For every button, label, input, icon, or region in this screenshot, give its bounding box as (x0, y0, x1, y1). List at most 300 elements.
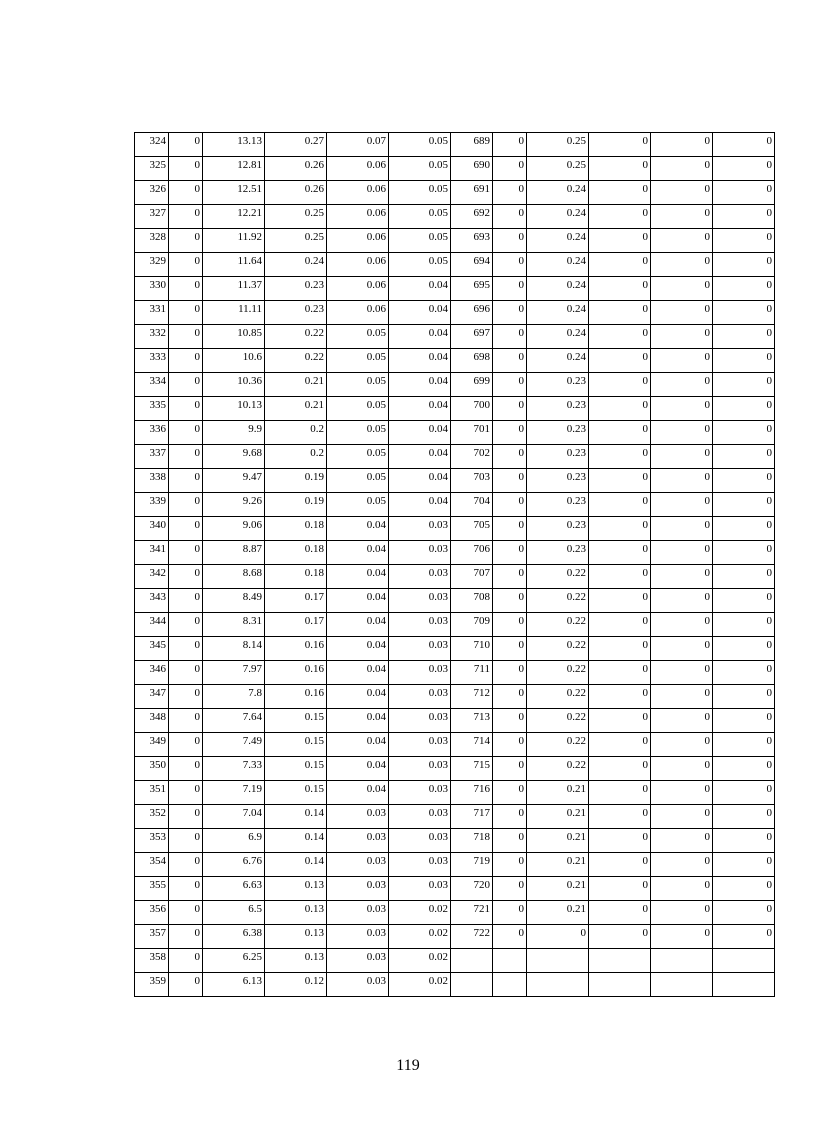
table-cell: 0.24 (265, 253, 327, 277)
table-cell: 0 (589, 805, 651, 829)
table-cell: 13.13 (203, 133, 265, 157)
table-cell: 6.5 (203, 901, 265, 925)
table-cell: 0 (713, 397, 775, 421)
table-cell: 717 (451, 805, 493, 829)
table-cell: 0 (651, 181, 713, 205)
table-cell: 0 (713, 805, 775, 829)
table-cell: 0 (169, 421, 203, 445)
table-cell: 0.04 (327, 757, 389, 781)
table-cell: 9.9 (203, 421, 265, 445)
table-cell: 0 (169, 229, 203, 253)
table-cell: 0.02 (389, 973, 451, 997)
table-cell: 0 (651, 469, 713, 493)
table-cell: 0 (651, 157, 713, 181)
table-row (135, 517, 775, 541)
table-row (135, 613, 775, 637)
table-cell: 12.81 (203, 157, 265, 181)
table-cell: 0 (169, 637, 203, 661)
table-cell: 329 (135, 253, 169, 277)
table-cell: 338 (135, 469, 169, 493)
table-cell: 350 (135, 757, 169, 781)
table-cell: 0.03 (327, 949, 389, 973)
table-cell: 336 (135, 421, 169, 445)
table-cell: 0 (169, 469, 203, 493)
table-cell: 0.25 (527, 133, 589, 157)
table-cell: 708 (451, 589, 493, 613)
table-cell: 0 (713, 589, 775, 613)
table-cell: 0.22 (527, 757, 589, 781)
table-cell: 0.25 (265, 205, 327, 229)
table-cell: 0.24 (527, 277, 589, 301)
table-cell: 0 (713, 253, 775, 277)
table-cell: 353 (135, 829, 169, 853)
table-cell: 0 (713, 373, 775, 397)
table-cell: 12.21 (203, 205, 265, 229)
table-cell: 0.18 (265, 517, 327, 541)
table-cell: 0 (651, 805, 713, 829)
table-cell: 715 (451, 757, 493, 781)
table-cell (493, 973, 527, 997)
table-cell: 0 (169, 301, 203, 325)
table-cell: 697 (451, 325, 493, 349)
table-cell: 0 (589, 613, 651, 637)
table-cell: 0.23 (527, 421, 589, 445)
table-cell: 0.05 (389, 229, 451, 253)
table-cell: 0 (493, 613, 527, 637)
table-cell: 0 (713, 469, 775, 493)
table-row (135, 973, 775, 997)
table-cell: 0 (527, 925, 589, 949)
table-cell: 0.04 (327, 781, 389, 805)
table-cell: 343 (135, 589, 169, 613)
table-cell: 341 (135, 541, 169, 565)
table-cell: 0.04 (389, 325, 451, 349)
table-cell: 0.21 (527, 853, 589, 877)
table-cell: 696 (451, 301, 493, 325)
table-cell: 0.04 (327, 541, 389, 565)
table-cell: 0.24 (527, 301, 589, 325)
table-cell: 695 (451, 277, 493, 301)
table-cell: 6.9 (203, 829, 265, 853)
table-cell: 702 (451, 445, 493, 469)
table-cell: 0 (493, 757, 527, 781)
table-cell: 0.15 (265, 733, 327, 757)
table-cell: 0 (169, 973, 203, 997)
table-row (135, 565, 775, 589)
table-cell: 0 (169, 157, 203, 181)
table-cell: 0 (713, 421, 775, 445)
table-cell: 0 (651, 781, 713, 805)
table-cell: 0 (589, 349, 651, 373)
table-cell: 0.05 (389, 157, 451, 181)
table-cell: 0.14 (265, 853, 327, 877)
table-cell (589, 973, 651, 997)
table-cell: 0.06 (327, 253, 389, 277)
table-cell: 0 (651, 757, 713, 781)
table-cell: 710 (451, 637, 493, 661)
table-cell: 0.03 (327, 973, 389, 997)
table-cell: 0.2 (265, 445, 327, 469)
table-cell: 0.03 (389, 541, 451, 565)
table-cell: 0 (589, 325, 651, 349)
table-cell: 0.19 (265, 493, 327, 517)
table-cell: 330 (135, 277, 169, 301)
table-cell: 0 (169, 805, 203, 829)
table-cell: 719 (451, 853, 493, 877)
table-cell: 0 (713, 877, 775, 901)
table-cell: 0.17 (265, 589, 327, 613)
table-cell: 0.03 (389, 637, 451, 661)
table-cell: 0 (589, 229, 651, 253)
table-cell: 9.47 (203, 469, 265, 493)
table-cell: 0.24 (527, 253, 589, 277)
table-cell: 0.22 (527, 613, 589, 637)
table-cell: 0 (493, 205, 527, 229)
table-cell: 0 (493, 829, 527, 853)
table-cell: 0.02 (389, 925, 451, 949)
table-cell: 359 (135, 973, 169, 997)
table-cell: 0 (169, 493, 203, 517)
table-cell: 0 (493, 541, 527, 565)
table-cell: 0.18 (265, 565, 327, 589)
table-row (135, 781, 775, 805)
table-cell: 690 (451, 157, 493, 181)
table-cell: 0 (493, 901, 527, 925)
table-cell: 0 (713, 181, 775, 205)
table-cell: 0.03 (389, 565, 451, 589)
table-cell: 0 (169, 373, 203, 397)
table-cell: 0 (713, 445, 775, 469)
table-cell: 0.04 (327, 517, 389, 541)
table-cell: 8.31 (203, 613, 265, 637)
table-cell: 0 (651, 445, 713, 469)
table-cell: 0.23 (527, 541, 589, 565)
table-cell: 0.21 (265, 397, 327, 421)
table-cell: 0 (493, 445, 527, 469)
table-cell: 11.92 (203, 229, 265, 253)
table-cell: 0 (651, 733, 713, 757)
table-cell: 0 (493, 157, 527, 181)
table-row (135, 805, 775, 829)
table-cell: 0.26 (265, 181, 327, 205)
table-cell: 0.03 (389, 613, 451, 637)
table-row (135, 397, 775, 421)
table-cell: 0 (713, 829, 775, 853)
table-cell: 0 (713, 685, 775, 709)
table-cell: 0.27 (265, 133, 327, 157)
table-cell: 0.04 (389, 397, 451, 421)
table-row (135, 277, 775, 301)
table-cell: 0 (713, 661, 775, 685)
table-cell: 0 (713, 781, 775, 805)
table-cell: 0.04 (327, 685, 389, 709)
table-cell: 0.03 (389, 517, 451, 541)
table-cell: 0 (651, 877, 713, 901)
table-cell: 0.06 (327, 229, 389, 253)
table-cell: 0 (589, 877, 651, 901)
table-cell: 0.05 (327, 469, 389, 493)
page-number: 119 (396, 1057, 420, 1074)
table-cell: 0 (651, 613, 713, 637)
table-cell: 0.21 (527, 877, 589, 901)
table-cell: 10.85 (203, 325, 265, 349)
table-cell: 347 (135, 685, 169, 709)
table-cell: 0 (713, 613, 775, 637)
table-cell: 0.23 (265, 301, 327, 325)
table-cell: 0 (493, 781, 527, 805)
table-cell: 0.03 (327, 901, 389, 925)
table-cell: 349 (135, 733, 169, 757)
table-cell: 0 (169, 733, 203, 757)
table-cell (493, 949, 527, 973)
table-cell: 0 (493, 709, 527, 733)
table-cell: 0.25 (265, 229, 327, 253)
table-cell: 0.02 (389, 949, 451, 973)
table-cell: 0.06 (327, 205, 389, 229)
table-cell: 0.03 (389, 757, 451, 781)
table-cell (651, 973, 713, 997)
table-cell: 0.16 (265, 685, 327, 709)
table-cell: 0.21 (527, 805, 589, 829)
table-cell: 12.51 (203, 181, 265, 205)
table-cell: 6.13 (203, 973, 265, 997)
table-cell: 344 (135, 613, 169, 637)
table-cell: 0.23 (527, 469, 589, 493)
table-cell: 0.22 (527, 661, 589, 685)
table-cell: 0.24 (527, 349, 589, 373)
table-cell: 720 (451, 877, 493, 901)
table-cell: 0.03 (389, 853, 451, 877)
table-cell: 0 (493, 421, 527, 445)
table-cell: 0.12 (265, 973, 327, 997)
table-cell: 331 (135, 301, 169, 325)
table-cell: 0 (589, 301, 651, 325)
table-cell: 0 (169, 829, 203, 853)
table-cell: 0 (493, 733, 527, 757)
table-cell: 0.24 (527, 205, 589, 229)
table-row (135, 661, 775, 685)
table-cell: 0 (169, 757, 203, 781)
table-cell: 693 (451, 229, 493, 253)
table-row (135, 877, 775, 901)
table-row (135, 349, 775, 373)
table-cell: 0.15 (265, 781, 327, 805)
table-cell: 324 (135, 133, 169, 157)
table-cell: 0 (713, 565, 775, 589)
table-cell: 7.33 (203, 757, 265, 781)
data-table (134, 132, 775, 997)
table-row (135, 901, 775, 925)
table-cell: 0.21 (265, 373, 327, 397)
table-cell: 0.24 (527, 325, 589, 349)
table-cell: 0 (713, 493, 775, 517)
table-cell: 0.04 (327, 709, 389, 733)
table-cell: 709 (451, 613, 493, 637)
table-cell: 0.04 (327, 733, 389, 757)
table-cell: 354 (135, 853, 169, 877)
table-row (135, 373, 775, 397)
table-cell: 0.16 (265, 637, 327, 661)
table-cell: 0 (713, 277, 775, 301)
table-cell: 327 (135, 205, 169, 229)
table-cell: 0.24 (527, 181, 589, 205)
table-cell: 0.04 (389, 301, 451, 325)
table-cell: 0.04 (327, 589, 389, 613)
table-cell: 0.03 (389, 805, 451, 829)
table-cell: 0 (713, 925, 775, 949)
table-cell: 0 (169, 133, 203, 157)
table-cell: 0 (651, 205, 713, 229)
table-row (135, 733, 775, 757)
table-cell: 0 (589, 133, 651, 157)
table-cell: 0 (589, 637, 651, 661)
table-cell: 0.22 (527, 637, 589, 661)
table-cell: 0 (493, 661, 527, 685)
table-row (135, 853, 775, 877)
table-cell: 0.22 (527, 685, 589, 709)
table-cell: 0.04 (389, 277, 451, 301)
table-cell: 0 (493, 253, 527, 277)
table-cell: 0 (651, 517, 713, 541)
table-row (135, 709, 775, 733)
table-cell: 6.38 (203, 925, 265, 949)
table-cell: 0 (169, 613, 203, 637)
table-cell: 713 (451, 709, 493, 733)
table-cell: 0 (169, 205, 203, 229)
table-cell: 0.05 (389, 181, 451, 205)
table-cell: 328 (135, 229, 169, 253)
table-cell: 0 (493, 805, 527, 829)
table-cell: 0 (589, 781, 651, 805)
table-cell: 0 (713, 205, 775, 229)
table-cell: 0 (651, 421, 713, 445)
table-cell: 6.25 (203, 949, 265, 973)
table-cell: 0 (493, 373, 527, 397)
table-cell: 335 (135, 397, 169, 421)
table-cell: 356 (135, 901, 169, 925)
table-cell: 9.26 (203, 493, 265, 517)
table-cell: 0.22 (527, 589, 589, 613)
table-cell: 714 (451, 733, 493, 757)
table-cell: 704 (451, 493, 493, 517)
table-cell: 326 (135, 181, 169, 205)
table-cell: 700 (451, 397, 493, 421)
table-cell: 722 (451, 925, 493, 949)
table-cell: 0 (589, 373, 651, 397)
table-cell: 698 (451, 349, 493, 373)
table-cell: 0.22 (265, 325, 327, 349)
table-cell: 7.64 (203, 709, 265, 733)
table-cell: 0.05 (389, 253, 451, 277)
table-cell: 8.49 (203, 589, 265, 613)
table-cell: 0 (651, 349, 713, 373)
table-cell: 0.14 (265, 829, 327, 853)
table-cell: 0.05 (327, 421, 389, 445)
table-row (135, 445, 775, 469)
table-cell: 0.19 (265, 469, 327, 493)
table-cell: 0 (169, 253, 203, 277)
table-cell (713, 973, 775, 997)
table-cell: 0 (589, 541, 651, 565)
table-cell (713, 949, 775, 973)
table-cell: 346 (135, 661, 169, 685)
table-cell: 0 (651, 397, 713, 421)
table-cell: 0.03 (389, 877, 451, 901)
table-cell: 716 (451, 781, 493, 805)
table-cell: 0 (651, 133, 713, 157)
table-cell: 0.05 (327, 349, 389, 373)
table-row (135, 157, 775, 181)
table-cell: 0.23 (527, 397, 589, 421)
table-row (135, 133, 775, 157)
table-cell: 0 (651, 925, 713, 949)
table-cell: 0.15 (265, 757, 327, 781)
table-cell (589, 949, 651, 973)
table-cell: 10.6 (203, 349, 265, 373)
table-cell: 0 (169, 517, 203, 541)
table-cell: 0 (589, 445, 651, 469)
table-cell: 348 (135, 709, 169, 733)
table-cell: 0.03 (327, 853, 389, 877)
table-cell: 0.16 (265, 661, 327, 685)
table-cell: 0 (169, 325, 203, 349)
table-cell: 0.23 (527, 373, 589, 397)
table-cell: 0.05 (327, 397, 389, 421)
table-cell: 0 (169, 445, 203, 469)
table-cell: 699 (451, 373, 493, 397)
table-row (135, 685, 775, 709)
table-cell: 705 (451, 517, 493, 541)
table-cell: 0 (589, 205, 651, 229)
table-cell: 721 (451, 901, 493, 925)
table-cell: 0.03 (327, 925, 389, 949)
table-cell: 0 (713, 325, 775, 349)
table-row (135, 181, 775, 205)
table-cell: 0 (713, 541, 775, 565)
table-row (135, 541, 775, 565)
table-cell (451, 973, 493, 997)
table-cell: 0 (169, 589, 203, 613)
table-cell: 0.03 (389, 589, 451, 613)
table-row (135, 421, 775, 445)
table-cell: 0 (713, 901, 775, 925)
table-cell: 333 (135, 349, 169, 373)
table-cell: 0.04 (327, 637, 389, 661)
table-cell: 0.06 (327, 157, 389, 181)
table-cell: 0 (651, 829, 713, 853)
table-row (135, 493, 775, 517)
table-row (135, 637, 775, 661)
table-cell: 0.04 (327, 565, 389, 589)
table-cell: 9.68 (203, 445, 265, 469)
table-cell: 0.18 (265, 541, 327, 565)
table-cell: 0.05 (327, 445, 389, 469)
table-cell: 0 (713, 157, 775, 181)
table-cell: 0 (651, 229, 713, 253)
table-cell: 0 (651, 493, 713, 517)
table-cell: 0 (169, 397, 203, 421)
table-cell: 0.22 (265, 349, 327, 373)
table-cell: 340 (135, 517, 169, 541)
table-cell: 0 (651, 661, 713, 685)
table-cell: 11.64 (203, 253, 265, 277)
table-row (135, 253, 775, 277)
table-cell: 0 (589, 709, 651, 733)
table-cell: 11.37 (203, 277, 265, 301)
table-row (135, 757, 775, 781)
table-cell: 8.68 (203, 565, 265, 589)
table-cell: 0 (651, 253, 713, 277)
